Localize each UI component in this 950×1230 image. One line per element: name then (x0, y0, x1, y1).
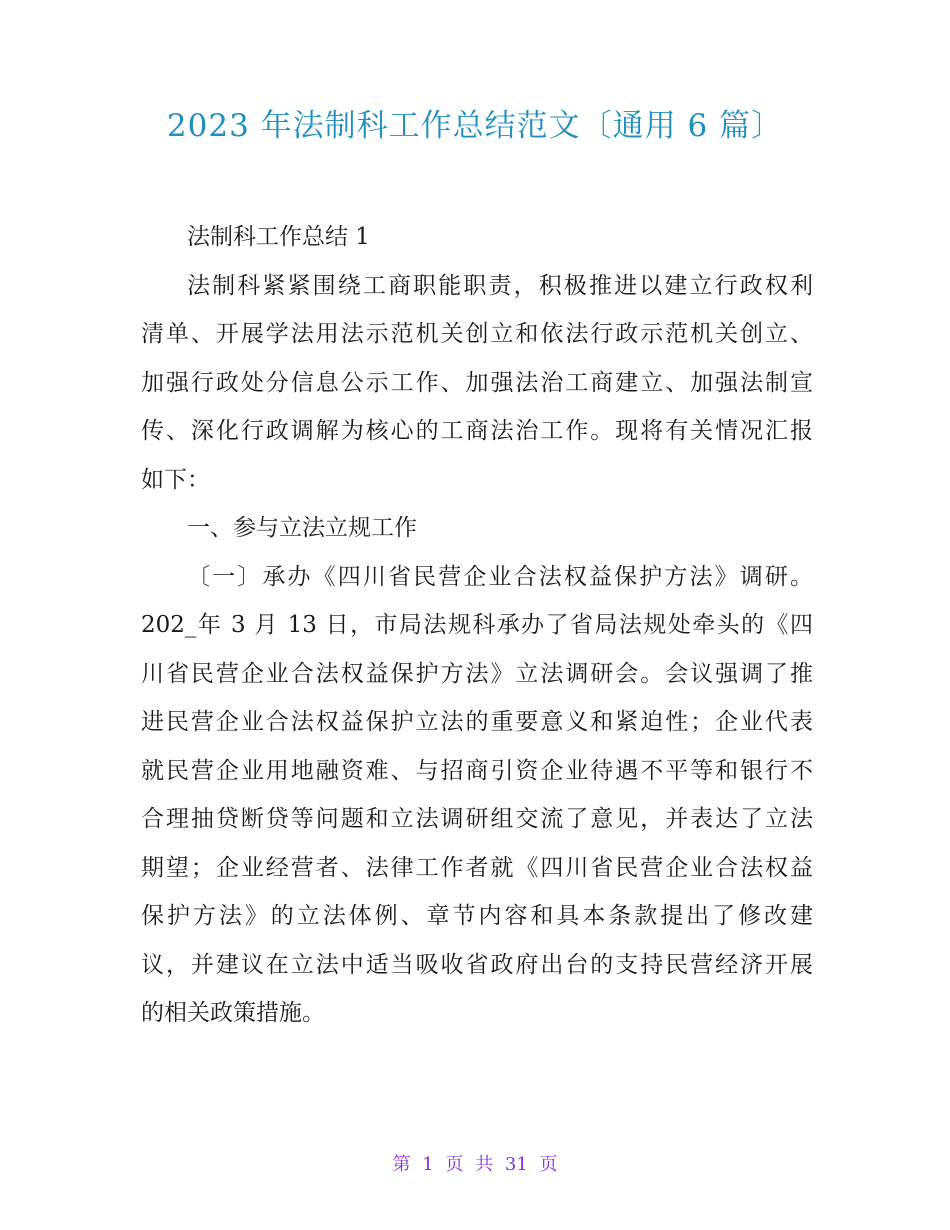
paragraph-line: 期望；企业经营者、法律工作者就《四川省民营企业合法权益 (141, 854, 813, 881)
paragraph-line: 川省民营企业合法权益保护方法》立法调研会。会议强调了推 (141, 660, 813, 687)
current-page-number: 1 (422, 1154, 434, 1175)
footer-label-ye: 页 (445, 1154, 464, 1175)
paragraph-1 (141, 262, 813, 505)
document-title: 2023 年法制科工作总结范文〔通用 6 篇〕 (166, 108, 784, 144)
total-pages-number: 31 (504, 1154, 528, 1175)
page-footer (0, 1150, 950, 1176)
paragraph-line: 的相关政策措施。 (141, 1000, 325, 1026)
paragraph-line: 合理抽贷断贷等问题和立法调研组交流了意见，并表达了立法 (141, 806, 813, 832)
paragraph-line: 就民营企业用地融资难、与招商引资企业待遇不平等和银行不 (141, 757, 813, 784)
footer-label-di: 第 (392, 1154, 411, 1175)
paragraph-2 (141, 553, 813, 1038)
paragraph-line: 法制科紧紧围绕工商职能职责，积极推进以建立行政权利 (187, 272, 813, 299)
document-body (141, 213, 813, 1038)
paragraph-line: 议，并建议在立法中适当吸收省政府出台的支持民营经济开展 (141, 951, 813, 978)
paragraph-line: 〔一〕承办《四川省民营企业合法权益保护方法》调研。 (187, 563, 813, 590)
subheading: 一、参与立法立规工作 (187, 515, 417, 541)
footer-label-gong: 共 (475, 1154, 494, 1175)
paragraph-line: 加强行政处分信息公示工作、加强法治工商建立、加强法制宣 (141, 369, 813, 396)
paragraph-line: 保护方法》的立法体例、章节内容和具本条款提出了修改建 (141, 903, 813, 929)
paragraph-line: 如下： (141, 466, 210, 493)
paragraph-line: 传、深化行政调解为核心的工商法治工作。现将有关情况汇报 (141, 418, 813, 444)
footer-label-ye2: 页 (539, 1154, 558, 1175)
paragraph-line: 进民营企业合法权益保护立法的重要意义和紧迫性；企业代表 (141, 709, 813, 735)
section-heading: 法制科工作总结 1 (187, 224, 370, 250)
paragraph-line: 清单、开展学法用法示范机关创立和依法行政示范机关创立、 (141, 321, 813, 347)
paragraph-line: 202_年 3 月 13 日，市局法规科承办了省局法规处牵头的《四 (141, 612, 813, 638)
